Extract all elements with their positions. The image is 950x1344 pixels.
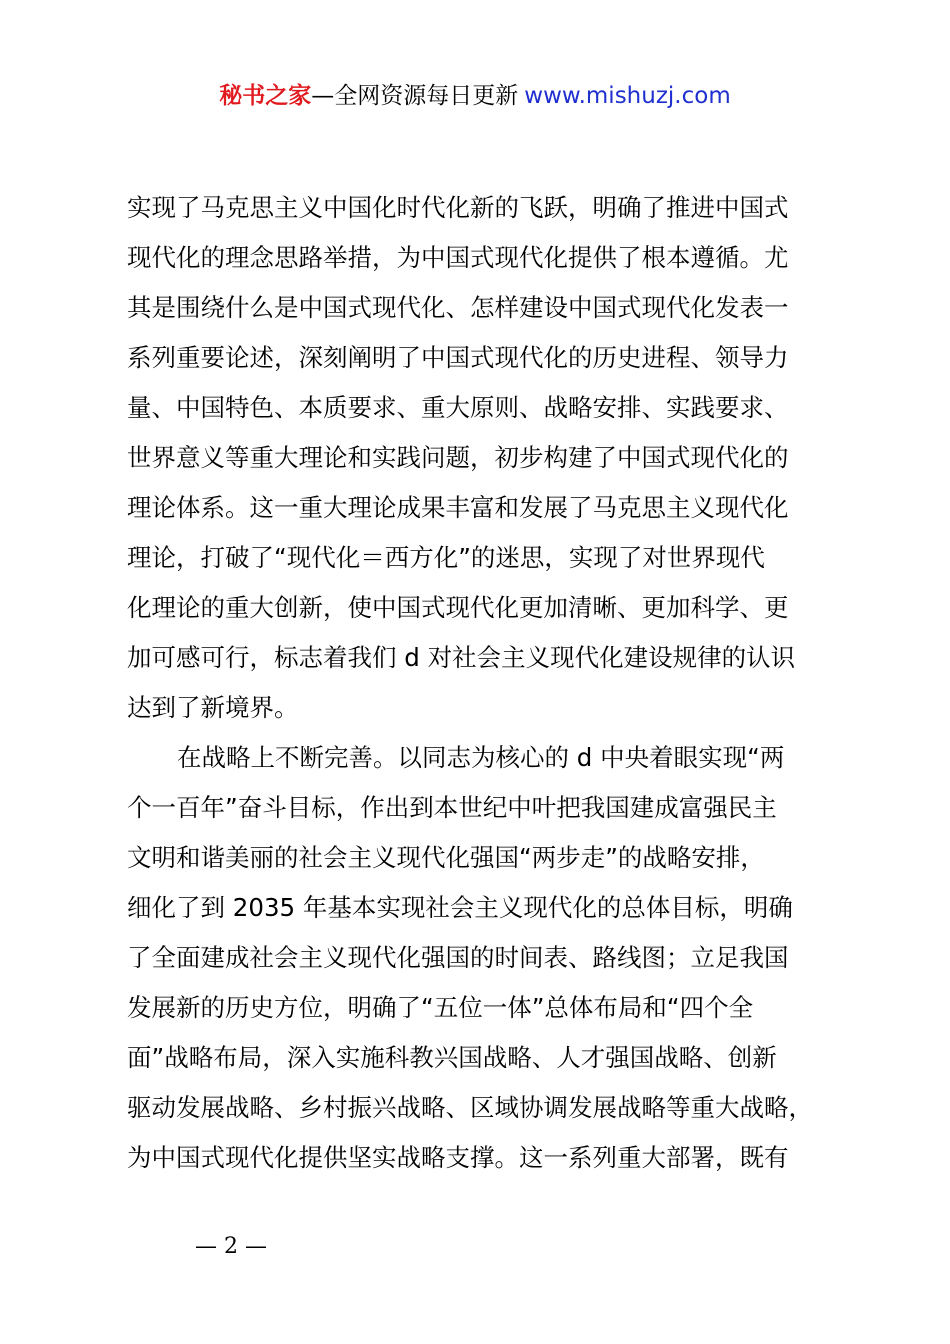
body-line: 个一百年”奋斗目标，作出到本世纪中叶把我国建成富强民主	[127, 793, 777, 822]
body-line: 化理论的重大创新，使中国式现代化更加清晰、更加科学、更	[127, 593, 789, 622]
body-line: 系列重要论述，深刻阐明了中国式现代化的历史进程、领导力	[127, 343, 789, 372]
site-url-link[interactable]: www.mishuzj.com	[524, 83, 731, 109]
body-line: 为中国式现代化提供坚实战略支撑。这一系列重大部署，既有	[127, 1143, 789, 1172]
body-line: 驱动发展战略、乡村振兴战略、区域协调发展战略等重大战略，	[127, 1093, 813, 1122]
brand-name: 秘书之家	[219, 83, 312, 109]
document-body	[127, 183, 837, 1183]
body-line: 面”战略布局，深入实施科教兴国战略、人才强国战略、创新	[127, 1043, 777, 1072]
body-line: 量、中国特色、本质要求、重大原则、战略安排、实践要求、	[127, 393, 789, 422]
paragraph-start-line: 在战略上不断完善。以同志为核心的 d 中央着眼实现“两	[177, 743, 785, 772]
body-line: 理论，打破了“现代化＝西方化”的迷思，实现了对世界现代	[127, 543, 765, 572]
site-header	[0, 80, 950, 112]
body-line: 实现了马克思主义中国化时代化新的飞跃，明确了推进中国式	[127, 193, 789, 222]
body-line: 理论体系。这一重大理论成果丰富和发展了马克思主义现代化	[127, 493, 789, 522]
body-line: 了全面建成社会主义现代化强国的时间表、路线图；立足我国	[127, 943, 789, 972]
page-number: — 2 —	[195, 1234, 267, 1259]
body-line: 细化了到 2035 年基本实现社会主义现代化的总体目标，明确	[127, 893, 793, 922]
body-line: 达到了新境界。	[127, 693, 299, 722]
body-line: 现代化的理念思路举措，为中国式现代化提供了根本遵循。尤	[127, 243, 789, 272]
body-line: 其是围绕什么是中国式现代化、怎样建设中国式现代化发表一	[127, 293, 789, 322]
body-line: 发展新的历史方位，明确了“五位一体”总体布局和“四个全	[127, 993, 754, 1022]
header-slogan: —全网资源每日更新	[311, 83, 519, 109]
body-line: 加可感可行，标志着我们 d 对社会主义现代化建设规律的认识	[127, 643, 796, 672]
body-line: 世界意义等重大理论和实践问题，初步构建了中国式现代化的	[127, 443, 789, 472]
body-line: 文明和谐美丽的社会主义现代化强国“两步走”的战略安排，	[127, 843, 765, 872]
